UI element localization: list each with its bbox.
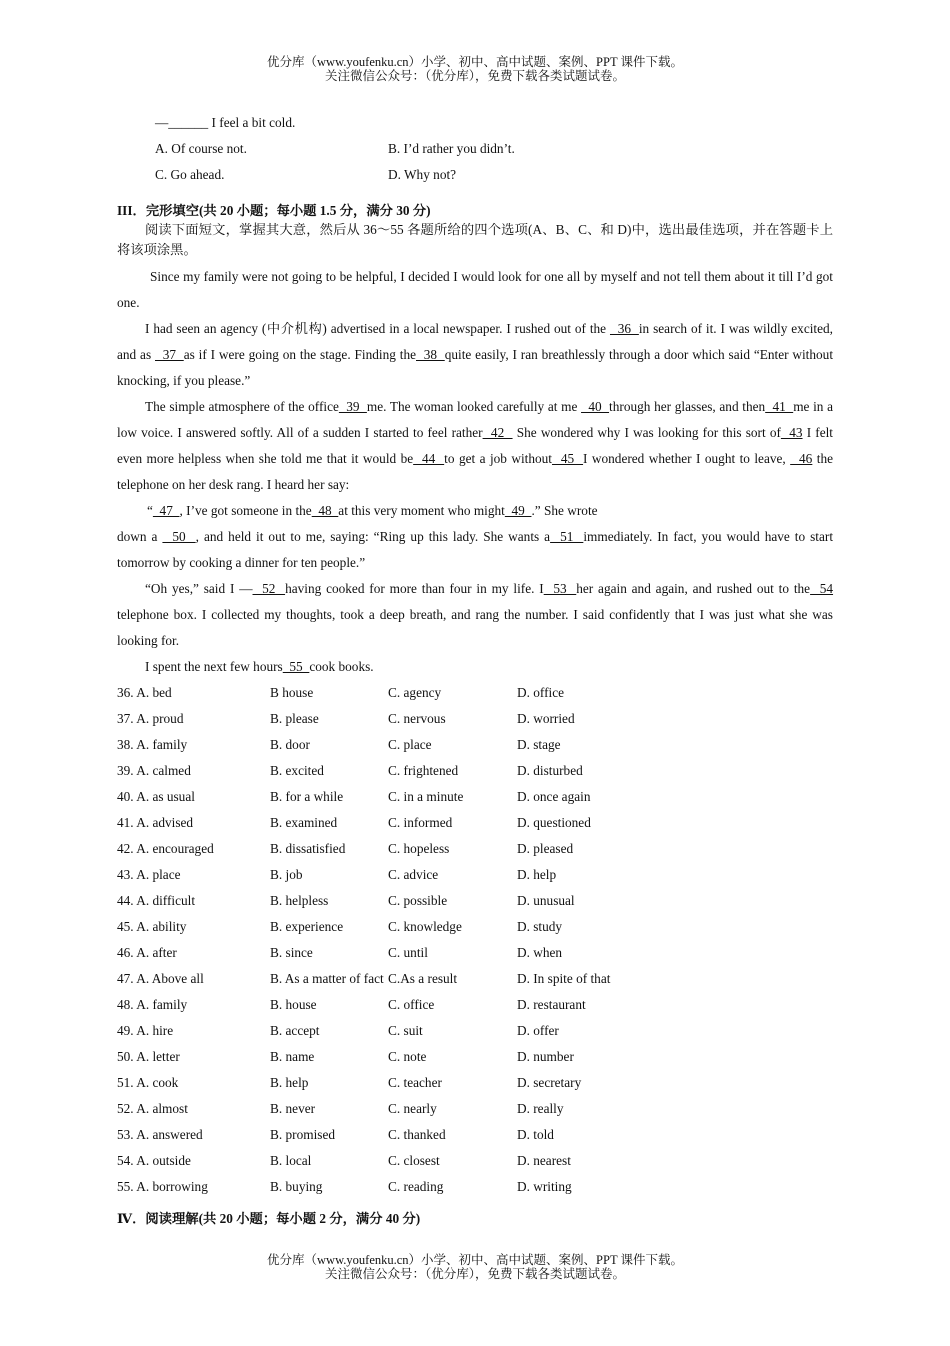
blank-45: 45 bbox=[552, 451, 584, 466]
blank-50: 50 bbox=[162, 529, 196, 544]
option-a: 49. A. hire bbox=[117, 1023, 174, 1038]
option-c: C. teacher bbox=[388, 1075, 442, 1090]
option-d: D. really bbox=[517, 1101, 564, 1116]
option-a: 55. A. borrowing bbox=[117, 1179, 208, 1194]
option-a: 40. A. as usual bbox=[117, 789, 195, 804]
footer-line-1: 优分库（www.youfenku.cn）小学、初中、高中试题、案例、PPT 课件下载。 bbox=[267, 1253, 683, 1267]
question-row bbox=[117, 1070, 833, 1096]
blank-37: 37 bbox=[155, 347, 184, 362]
option-d: D. writing bbox=[517, 1179, 572, 1194]
option-b: B. local bbox=[270, 1153, 312, 1168]
option-c: C. possible bbox=[388, 893, 448, 908]
option-b: B. dissatisfied bbox=[270, 841, 346, 856]
blank-46: 46 bbox=[790, 451, 813, 466]
option-c: C.As a result bbox=[388, 971, 458, 986]
option-a: 52. A. almost bbox=[117, 1101, 188, 1116]
header-line-1: 优分库（www.youfenku.cn）小学、初中、高中试题、案例、PPT 课件下载。 bbox=[267, 55, 683, 69]
passage-paragraph-5: down a 50 , and held it out to me, saying: “Ring up this lady. She wants a 51 immediately. In fact, you would have to start tomorrow by cooking a dinner for ten people.” bbox=[117, 529, 834, 570]
option-d: D. study bbox=[517, 919, 563, 934]
question-row bbox=[117, 810, 833, 836]
footer-line-2: 关注微信公众号：（优分库），免费下载各类试题试卷。 bbox=[324, 1267, 625, 1281]
option-b: B. excited bbox=[270, 763, 324, 778]
blank-53: 53 bbox=[543, 581, 577, 596]
blank-48: 48 bbox=[311, 503, 339, 518]
option-b: B. name bbox=[270, 1049, 315, 1064]
option-b: B. house bbox=[270, 997, 317, 1012]
option-a: 42. A. encouraged bbox=[117, 841, 214, 856]
question-row bbox=[117, 992, 833, 1018]
option-d: D. nearest bbox=[517, 1153, 571, 1168]
dialog-option-c: C. Go ahead. bbox=[155, 167, 225, 182]
option-d: D. once again bbox=[517, 789, 591, 804]
option-d: D. office bbox=[517, 685, 565, 700]
option-a: 47. A. Above all bbox=[117, 971, 204, 986]
question-row bbox=[117, 1096, 833, 1122]
option-c: C. suit bbox=[388, 1023, 423, 1038]
question-row bbox=[117, 966, 833, 992]
option-b: B. promised bbox=[270, 1127, 336, 1142]
passage-paragraph-4: “ 47 , I’ve got someone in the 48 at this very moment who might 49 .” She wrote bbox=[147, 503, 598, 518]
option-c: C. nervous bbox=[388, 711, 446, 726]
option-d: D. when bbox=[517, 945, 563, 960]
option-c: C. agency bbox=[388, 685, 442, 700]
blank-43: 43 bbox=[780, 425, 803, 440]
passage-paragraph-1: Since my family were not going to be helpful, I decided I would look for one all by myself and not tell them about it till I’d got one. bbox=[117, 269, 833, 310]
blank-55: 55 bbox=[282, 659, 310, 674]
option-b: B. door bbox=[270, 737, 310, 752]
option-d: D. unusual bbox=[517, 893, 575, 908]
option-d: D. help bbox=[517, 867, 557, 882]
option-c: C. informed bbox=[388, 815, 453, 830]
blank-54: 54 bbox=[810, 581, 834, 596]
option-c: C. thanked bbox=[388, 1127, 446, 1142]
option-d: D. told bbox=[517, 1127, 554, 1142]
option-a: 36. A. bed bbox=[117, 685, 172, 700]
blank-42: 42 bbox=[482, 425, 513, 440]
option-d: D. pleased bbox=[517, 841, 574, 856]
passage-paragraph-3: The simple atmosphere of the office 39 me. The woman looked carefully at me 40 through her glasses, and then 41 me in a low voice. I answered softly. All of a sudden I started to feel rather 42 She wondered why I was looking for this sort of 43 I felt even more helpless when she told me that it would be 44 to get a job without 45 I wondered whether I ought to leave, 46 the telephone on her desk rang. I heard her say: bbox=[117, 399, 834, 492]
option-a: 48. A. family bbox=[117, 997, 188, 1012]
option-c: C. nearly bbox=[388, 1101, 437, 1116]
option-d: D. secretary bbox=[517, 1075, 582, 1090]
cloze-options-list bbox=[117, 680, 833, 1200]
question-row bbox=[117, 862, 833, 888]
option-b: B. helpless bbox=[270, 893, 329, 908]
option-a: 43. A. place bbox=[117, 867, 181, 882]
option-c: C. until bbox=[388, 945, 428, 960]
option-b: B. job bbox=[270, 867, 303, 882]
passage-paragraph-7: I spent the next few hours 55 cook books. bbox=[145, 659, 374, 674]
question-row bbox=[117, 914, 833, 940]
option-c: C. hopeless bbox=[388, 841, 450, 856]
blank-40: 40 bbox=[581, 399, 610, 414]
dialog-option-b: B. I’d rather you didn’t. bbox=[388, 141, 515, 156]
blank-44: 44 bbox=[413, 451, 445, 466]
question-row bbox=[117, 888, 833, 914]
option-b: B. never bbox=[270, 1101, 316, 1116]
blank-47: 47 bbox=[152, 503, 180, 518]
option-a: 41. A. advised bbox=[117, 815, 194, 830]
dialog-option-d: D. Why not? bbox=[388, 167, 457, 182]
option-d: D. stage bbox=[517, 737, 561, 752]
option-a: 51. A. cook bbox=[117, 1075, 179, 1090]
option-b: B house bbox=[270, 685, 314, 700]
option-c: C. closest bbox=[388, 1153, 440, 1168]
option-d: D. questioned bbox=[517, 815, 591, 830]
option-b: B. examined bbox=[270, 815, 338, 830]
option-a: 46. A. after bbox=[117, 945, 177, 960]
option-c: C. note bbox=[388, 1049, 427, 1064]
dialog-option-a: A. Of course not. bbox=[155, 141, 247, 156]
passage-paragraph-6: “Oh yes,” said I — 52 having cooked for more than four in my life. I 53 her again and again, and rushed out to the 54 telephone box. I collected my thoughts, took a deep breath, and rang the number. I said confidently that I was just what she was looking for. bbox=[117, 581, 834, 648]
option-b: B. help bbox=[270, 1075, 309, 1090]
option-d: D. restaurant bbox=[517, 997, 586, 1012]
option-a: 50. A. letter bbox=[117, 1049, 180, 1064]
option-a: 38. A. family bbox=[117, 737, 188, 752]
option-c: C. in a minute bbox=[388, 789, 464, 804]
page-header bbox=[0, 55, 950, 83]
option-c: C. frightened bbox=[388, 763, 459, 778]
option-c: C. place bbox=[388, 737, 432, 752]
section-4-title: Ⅳ．阅读理解(共 20 小题；每小题 2 分，满分 40 分) bbox=[117, 1211, 421, 1226]
option-d: D. number bbox=[517, 1049, 574, 1064]
option-c: C. reading bbox=[388, 1179, 444, 1194]
option-b: B. buying bbox=[270, 1179, 323, 1194]
option-b: B. As a matter of fact bbox=[270, 971, 384, 986]
page-footer bbox=[0, 1253, 950, 1281]
question-row bbox=[117, 1122, 833, 1148]
question-row bbox=[117, 1044, 833, 1070]
option-b: B. experience bbox=[270, 919, 344, 934]
option-b: B. for a while bbox=[270, 789, 344, 804]
dialog-options-row-2 bbox=[155, 162, 833, 188]
option-a: 53. A. answered bbox=[117, 1127, 203, 1142]
option-c: C. advice bbox=[388, 867, 439, 882]
blank-41: 41 bbox=[765, 399, 794, 414]
blank-38: 38 bbox=[416, 347, 445, 362]
question-row bbox=[117, 784, 833, 810]
question-row bbox=[117, 732, 833, 758]
option-b: B. accept bbox=[270, 1023, 320, 1038]
question-row bbox=[117, 1174, 833, 1200]
option-c: C. office bbox=[388, 997, 435, 1012]
blank-52: 52 bbox=[252, 581, 286, 596]
blank-51: 51 bbox=[550, 529, 584, 544]
blank-39: 39 bbox=[338, 399, 367, 414]
blank-49: 49 bbox=[504, 503, 532, 518]
question-row bbox=[117, 1148, 833, 1174]
question-row bbox=[117, 706, 833, 732]
option-a: 54. A. outside bbox=[117, 1153, 191, 1168]
question-row bbox=[117, 836, 833, 862]
dialog-options-row-1 bbox=[155, 136, 833, 162]
question-row bbox=[117, 940, 833, 966]
option-c: C. knowledge bbox=[388, 919, 462, 934]
exam-content bbox=[117, 110, 833, 1228]
section-3-title: III．完形填空(共 20 小题；每小题 1.5 分，满分 30 分) bbox=[117, 203, 431, 218]
question-row bbox=[117, 680, 833, 706]
option-b: B. please bbox=[270, 711, 319, 726]
question-row bbox=[117, 1018, 833, 1044]
blank-36: 36 bbox=[609, 321, 639, 336]
dialog-block bbox=[155, 110, 833, 188]
header-line-2: 关注微信公众号：（优分库），免费下载各类试题试卷。 bbox=[324, 69, 625, 83]
section-3-instruction: 阅读下面短文，掌握其大意，然后从 36～55 各题所给的四个选项(A、B、C、和 D)中，选出最佳选项，并在答题卡上将该项涂黑。 bbox=[117, 222, 833, 257]
option-b: B. since bbox=[270, 945, 313, 960]
option-a: 37. A. proud bbox=[117, 711, 184, 726]
option-a: 44. A. difficult bbox=[117, 893, 196, 908]
option-d: D. In spite of that bbox=[517, 971, 611, 986]
option-d: D. offer bbox=[517, 1023, 559, 1038]
dialog-line: —______ I feel a bit cold. bbox=[155, 115, 296, 130]
option-a: 39. A. calmed bbox=[117, 763, 191, 778]
option-d: D. worried bbox=[517, 711, 575, 726]
passage-paragraph-2: I had seen an agency (中介机构) advertised in a local newspaper. I rushed out of the 36 in search of it. I was wildly excited, and as 37 as if I were going on the stage. Finding the 38 quite easily, I ran breathlessly through a door which said “Enter without knocking, if you please.” bbox=[117, 321, 834, 388]
option-a: 45. A. ability bbox=[117, 919, 187, 934]
question-row bbox=[117, 758, 833, 784]
option-d: D. disturbed bbox=[517, 763, 583, 778]
